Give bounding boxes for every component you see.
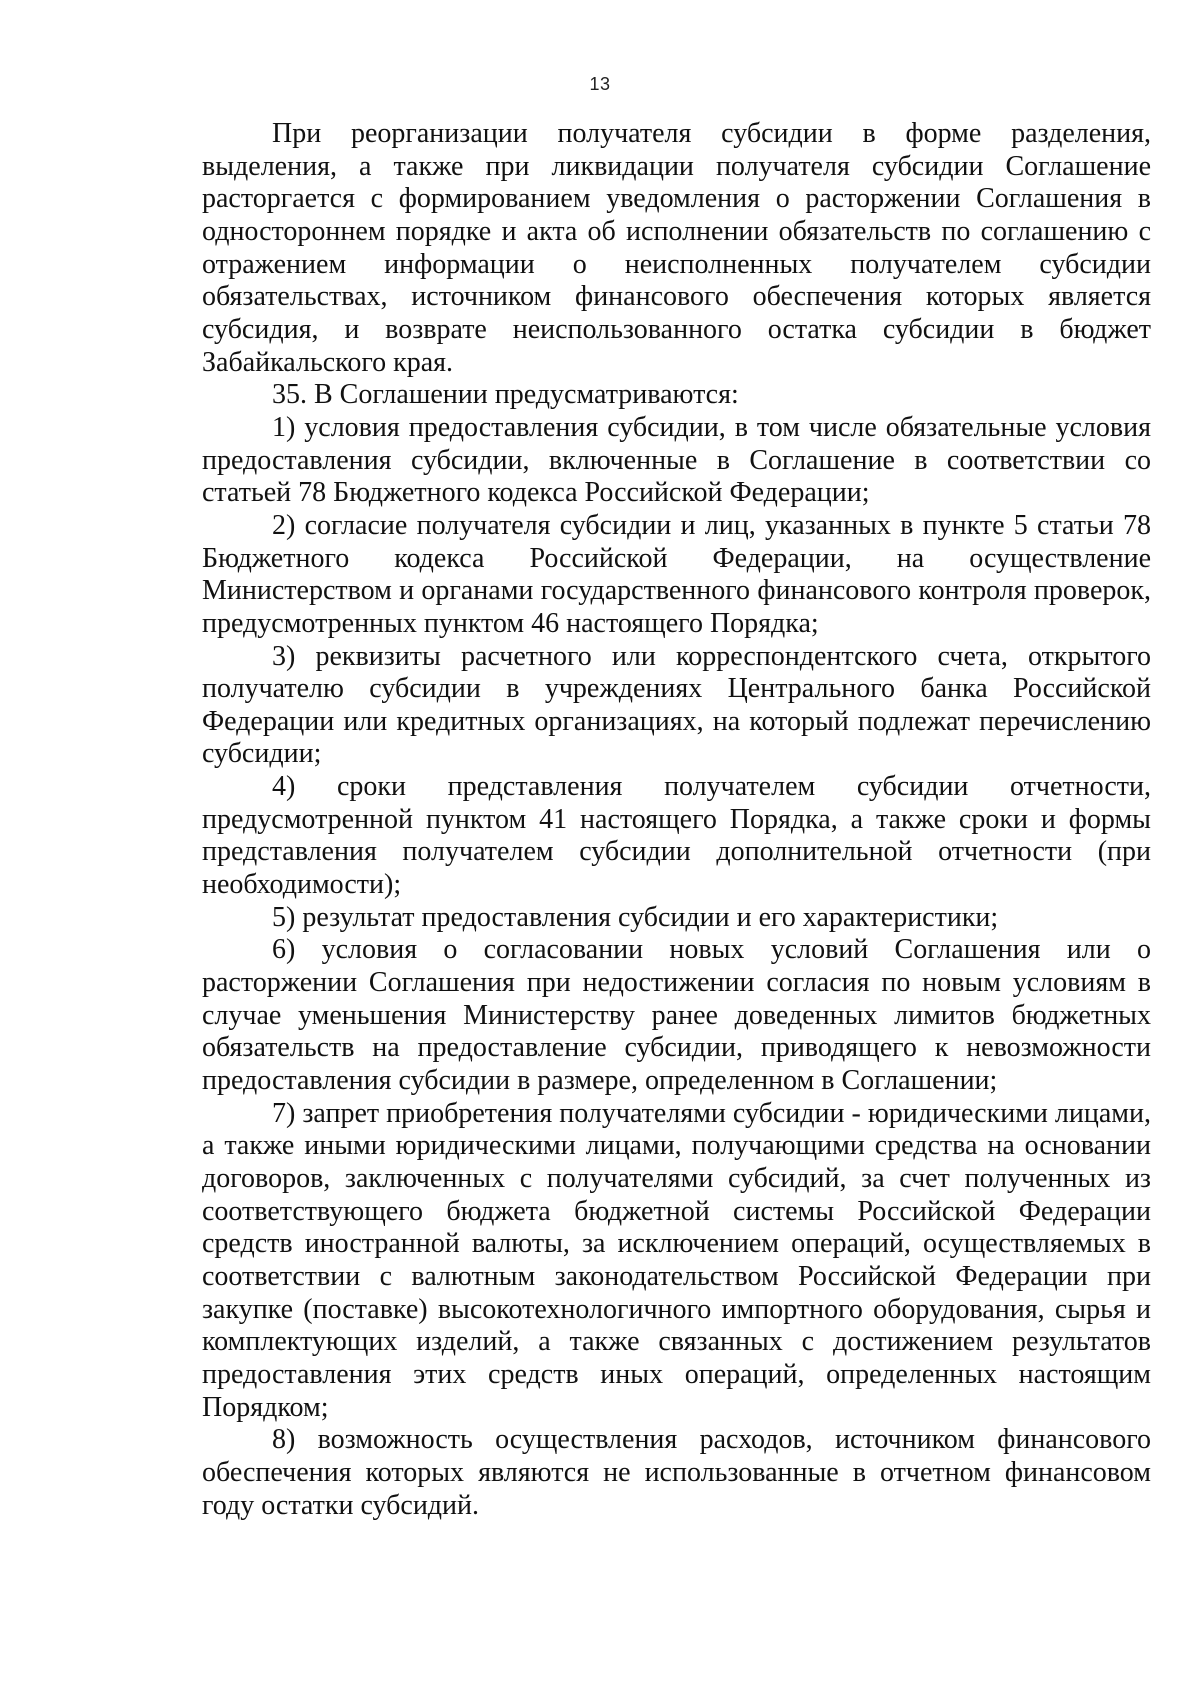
list-item-8: 8) возможность осуществления расходов, источником финансового обеспечения которых являются не использованные в отчетном финансовом году остатки субсидий. (202, 1424, 1151, 1521)
list-item-3: 3) реквизиты расчетного или корреспондентского счета, открытого получателю субсидии в учреждениях Центрального банка Российской Федерации или кредитных организациях, на который подлежат перечислению субсидии; (202, 640, 1151, 770)
list-item-1: 1) условия предоставления субсидии, в том числе обязательные условия предоставления субсидии, включенные в Соглашение в соответствии со статьей 78 Бюджетного кодекса Российской Федерации; (202, 411, 1151, 509)
document-body (202, 118, 1151, 1522)
list-item-6: 6) условия о согласовании новых условий Соглашения или о расторжении Соглашения при недостижении согласия по новым условиям в случае уменьшения Министерству ранее доведенных лимитов бюджетных обязательств на предоставление субсидии, приводящего к невозможности предоставления субсидии в размере, определенном в Соглашении; (202, 934, 1151, 1097)
page-number: 13 (589, 74, 611, 94)
paragraph-section-35-heading: 35. В Соглашении предусматриваются: (272, 379, 739, 411)
list-item-5: 5) результат предоставления субсидии и его характеристики; (272, 901, 999, 933)
list-item-7: 7) запрет приобретения получателями субсидии - юридическими лицами, а также иными юридическими лицами, получающими средства на основании договоров, заключенных с получателями субсидий, за счет полученных из соответствующего бюджета бюджетной системы Российской Федерации средств иностранной валюты, за исключением операций, осуществляемых в соответствии с валютным законодательством Российской Федерации при закупке (поставке) высокотехнологичного импортного оборудования, сырья и комплектующих изделий, а также связанных с достижением результатов предоставления этих средств иных операций, определенных настоящим Порядком; (202, 1097, 1151, 1423)
list-item-4: 4) сроки представления получателем субсидии отчетности, предусмотренной пунктом 41 настоящего Порядка, а также сроки и формы представления получателем субсидии дополнительной отчетности (при необходимости); (202, 771, 1151, 901)
paragraph-reorganization: При реорганизации получателя субсидии в форме разделения, выделения, а также при ликвидации получателя субсидии Соглашение расторгается с формированием уведомления о расторжении Соглашения в одностороннем порядке и акта об исполнении обязательств по соглашению с отражением информации о неисполненных получателем субсидии обязательствах, источником финансового обеспечения которых является субсидия, и возврате неиспользованного остатка субсидии в бюджет Забайкальского края. (202, 118, 1151, 378)
list-item-2: 2) согласие получателя субсидии и лиц, указанных в пункте 5 статьи 78 Бюджетного кодекса Российской Федерации, на осуществление Министерством и органами государственного финансового контроля проверок, предусмотренных пунктом 46 настоящего Порядка; (202, 509, 1151, 639)
